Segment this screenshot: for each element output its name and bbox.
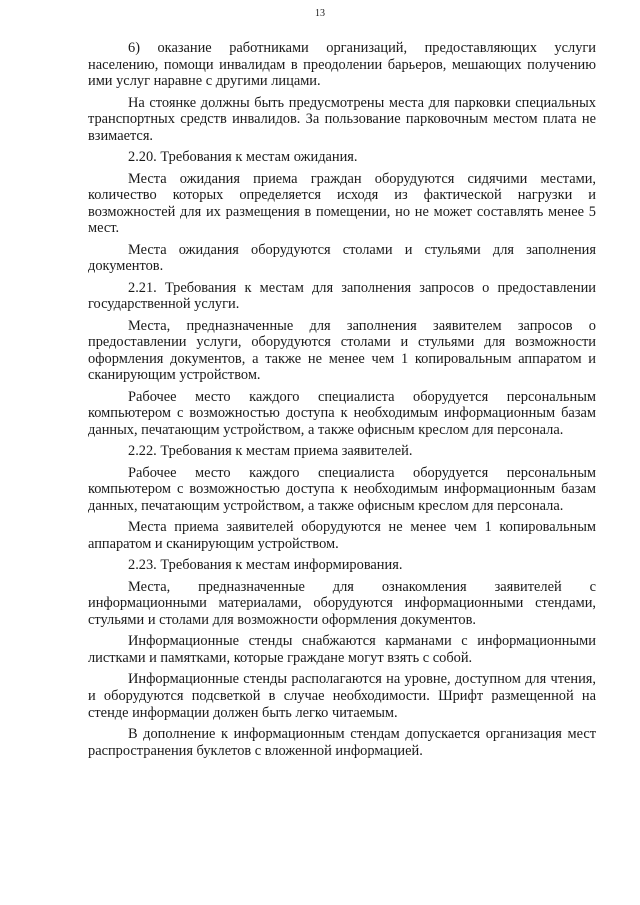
paragraph-info-lighting: Информационные стенды располагаются на уровне, доступном для чтения, и оборудуются подсветкой в случае необходимости. Шрифт размещенной на стенде информации должен быть легко читаемым. xyxy=(88,671,596,721)
paragraph-waiting-tables: Места ожидания оборудуются столами и стульями для заполнения документов. xyxy=(88,241,596,275)
paragraph-workplace-2-22: Рабочее место каждого специалиста оборудуется персональным компьютером с возможностью доступа к необходимым информационным базам данных, печатающим устройством, а также офисным креслом для персонала. xyxy=(88,464,596,515)
section-heading-2-22: 2.22. Требования к местам приема заявителей. xyxy=(128,443,413,460)
paragraph-filling-places: Места, предназначенные для заполнения заявителем запросов о предоставлении услуги, оборудуются столами и стульями для возможности оформления документов, а также не менее чем 1 копировальным аппаратом и сканирующим устройством. xyxy=(88,317,596,384)
document-body xyxy=(88,40,596,764)
paragraph-list-item-6: 6) оказание работниками организаций, предоставляющих услуги населению, помощи инвалидам в преодолении барьеров, мешающих получению ими услуг наравне с другими лицами. xyxy=(88,40,596,90)
section-heading-2-23: 2.23. Требования к местам информирования. xyxy=(128,557,403,574)
section-heading-2-20: 2.20. Требования к местам ожидания. xyxy=(128,149,358,166)
paragraph-info-pockets: Информационные стенды снабжаются карманами с информационными листками и памятками, которые граждане могут взять с собой. xyxy=(88,633,596,666)
paragraph-waiting-seats: Места ожидания приема граждан оборудуются сидячими местами, количество которых определяется исходя из фактической нагрузки и возможностей для их размещения в помещении, но не может составлять менее 5 мест. xyxy=(88,170,596,237)
paragraph-parking: На стоянке должны быть предусмотрены места для парковки специальных транспортных средств инвалидов. За пользование парковочным местом плата не взимается. xyxy=(88,94,596,144)
section-heading-2-21: 2.21. Требования к местам для заполнения запросов о предоставлении государственной услуги. xyxy=(88,279,596,313)
paragraph-booklets: В дополнение к информационным стендам допускается организация мест распространения буклетов с вложенной информацией. xyxy=(88,725,596,759)
paragraph-info-places: Места, предназначенные для ознакомления заявителей с информационными материалами, оборудуются информационными стендами, стульями и столами для возможности оформления документов. xyxy=(88,578,596,628)
paragraph-workplace-2-21: Рабочее место каждого специалиста оборудуется персональным компьютером с возможностью доступа к необходимым информационным базам данных, печатающим устройством, а также офисным креслом для персонала. xyxy=(88,388,596,439)
page-number: 13 xyxy=(315,8,325,19)
paragraph-reception-copier: Места приема заявителей оборудуются не менее чем 1 копировальным аппаратом и сканирующим устройством. xyxy=(88,519,596,552)
